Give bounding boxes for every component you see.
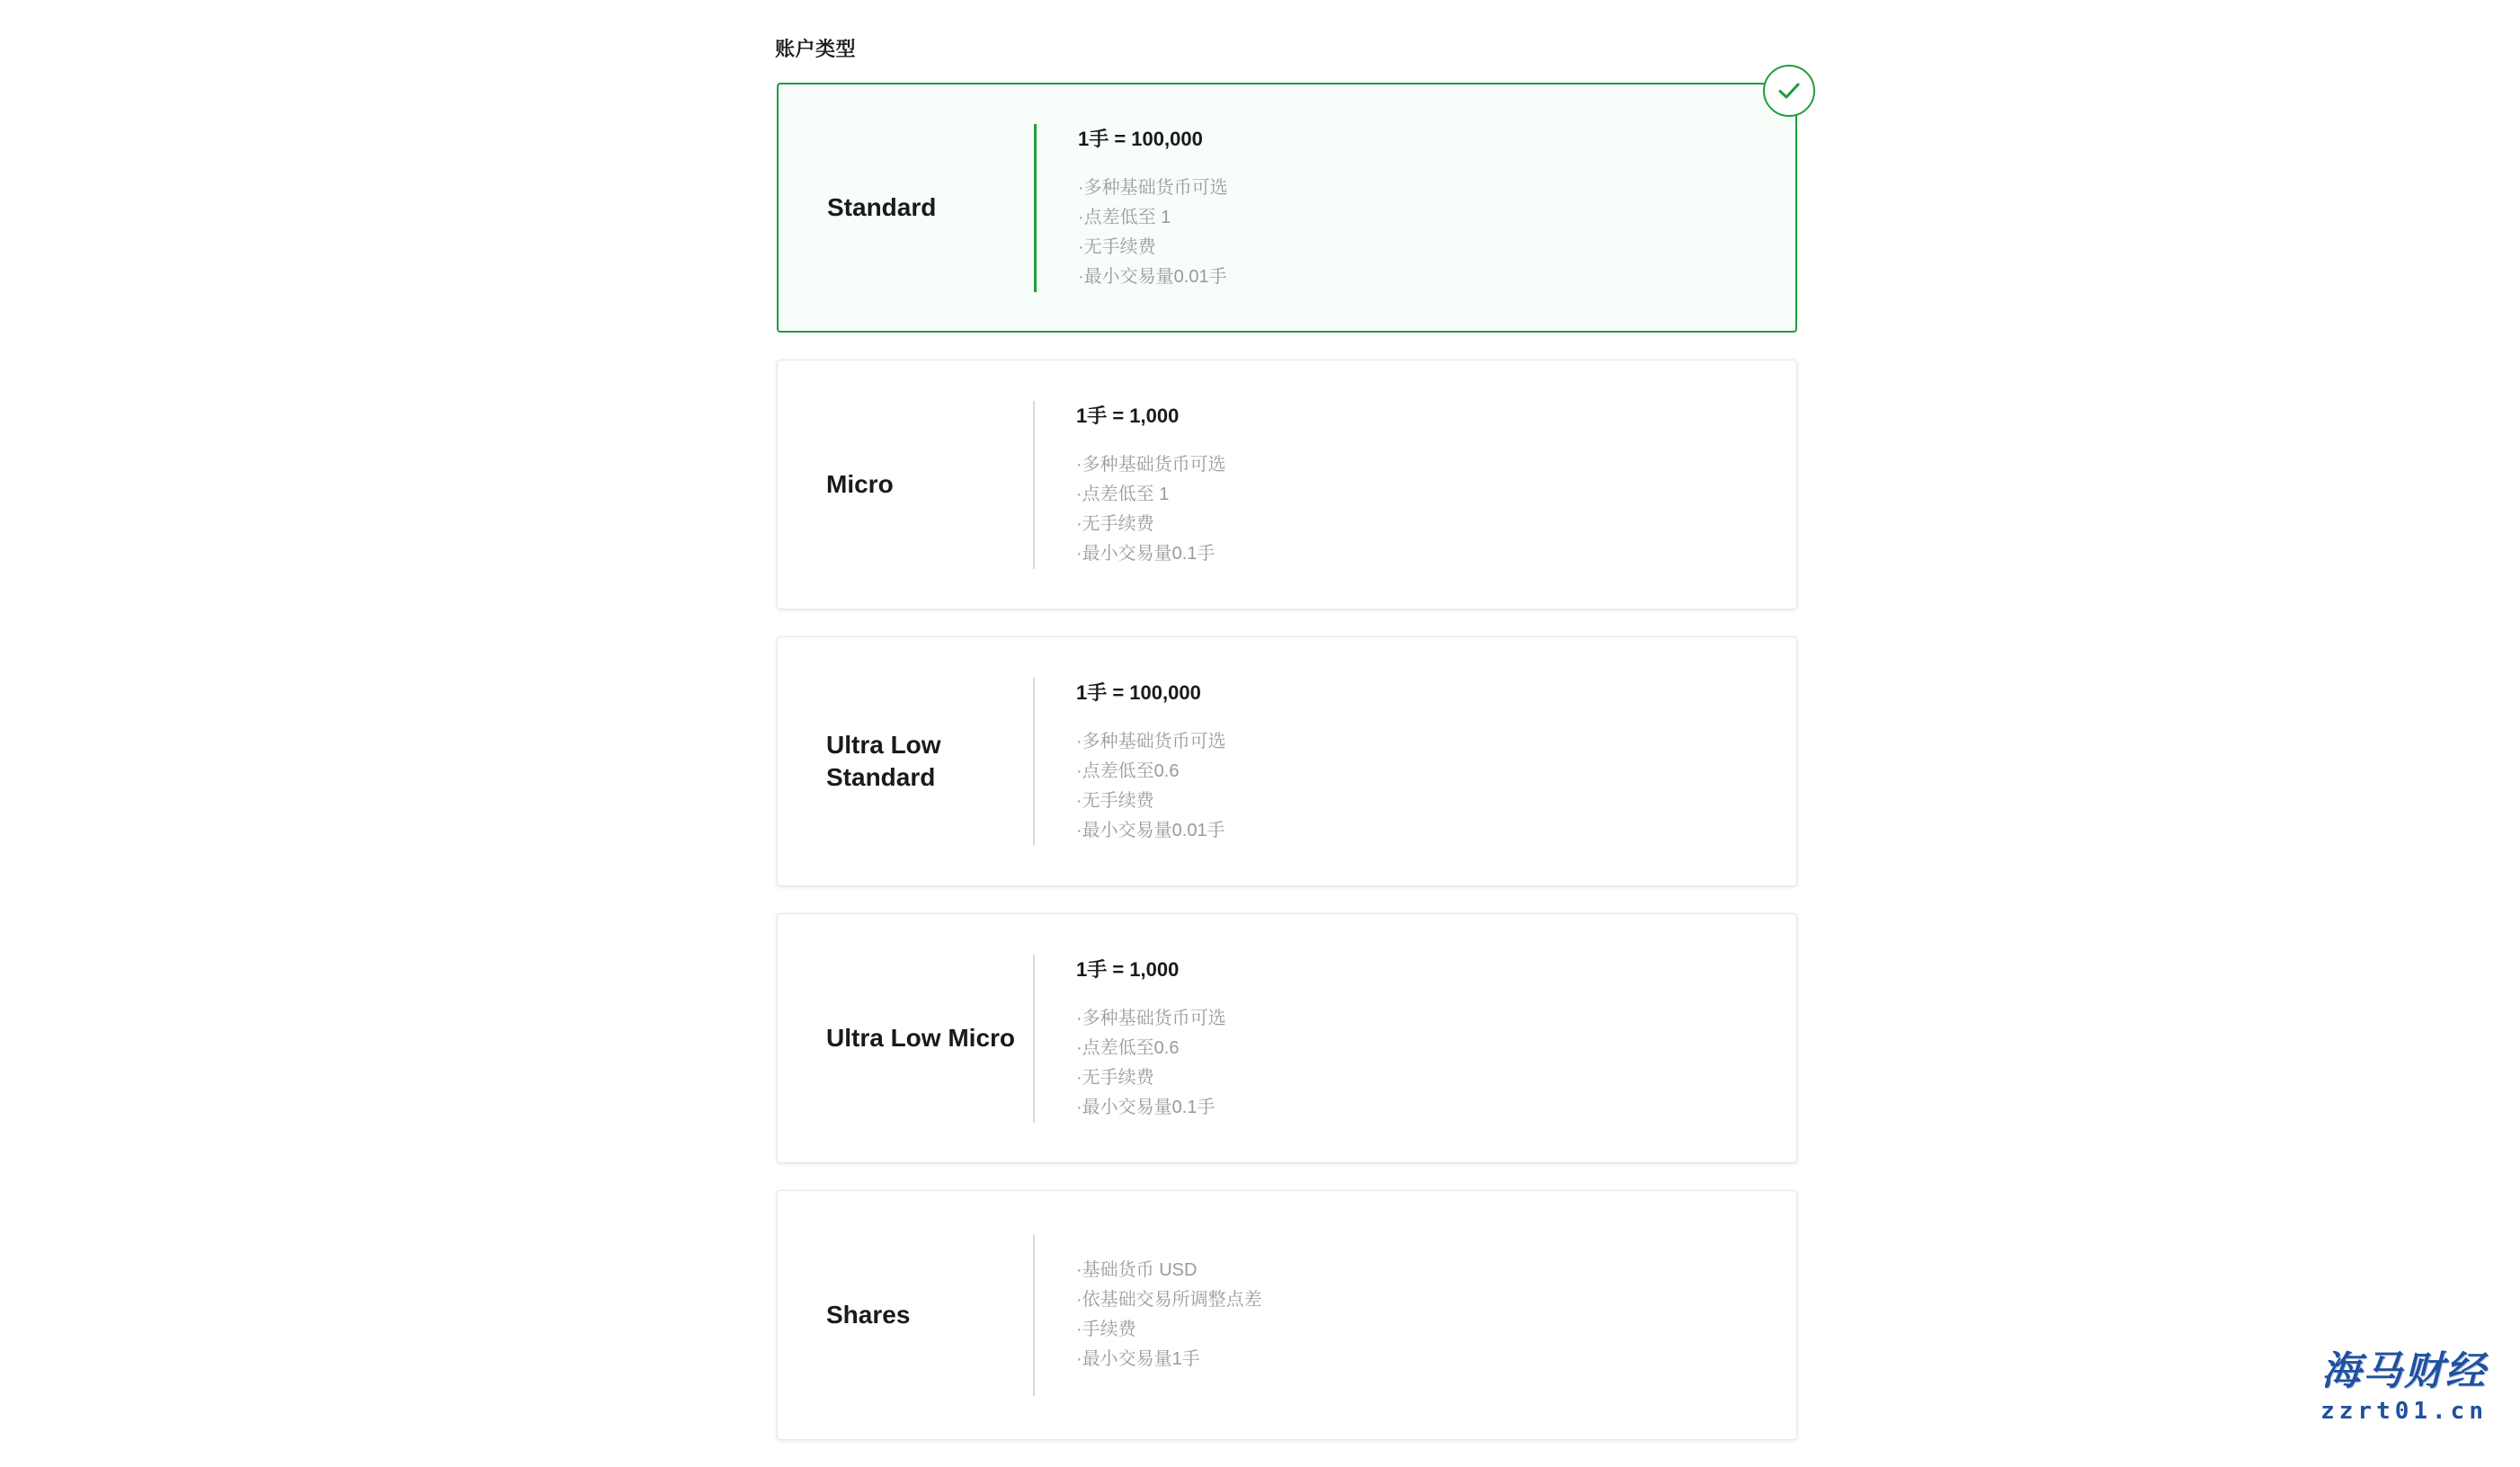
account-feature: ·最小交易量1手 [1076, 1349, 1200, 1369]
account-card-name: Ultra Low Standard [826, 731, 941, 791]
account-feature: ·点差低至 1 [1078, 207, 1171, 227]
account-card-name: Micro [826, 470, 894, 499]
account-card-details [1034, 124, 1228, 292]
account-feature: ·基础货币 USD [1076, 1260, 1198, 1280]
account-card-name: Ultra Low Micro [826, 1024, 1016, 1053]
account-feature: ·无手续费 [1078, 236, 1156, 257]
account-feature: ·点差低至0.6 [1076, 760, 1180, 781]
account-feature: ·多种基础货币可选 [1076, 1008, 1226, 1028]
account-card-details [1033, 401, 1226, 569]
account-card-shares[interactable] [777, 1190, 1797, 1440]
account-feature: ·最小交易量0.1手 [1076, 543, 1215, 564]
account-card-name: Shares [826, 1301, 911, 1329]
watermark [2320, 1338, 2488, 1425]
account-card-ultra-low-micro[interactable] [777, 913, 1797, 1163]
account-lot-size: 1手 = 100,000 [1078, 127, 1203, 150]
account-feature: ·多种基础货币可选 [1076, 731, 1226, 751]
account-feature: ·无手续费 [1076, 790, 1154, 811]
account-feature: ·无手续费 [1076, 513, 1154, 534]
account-feature: ·点差低至0.6 [1076, 1037, 1180, 1058]
selected-check-icon [1763, 65, 1815, 117]
account-card-details [1033, 1234, 1262, 1396]
account-card-details [1033, 678, 1226, 846]
watermark-url: zzrt01.cn [2320, 1398, 2488, 1425]
account-lot-size: 1手 = 1,000 [1076, 957, 1180, 981]
account-feature: ·手续费 [1076, 1320, 1136, 1339]
account-feature: ·最小交易量0.01手 [1078, 266, 1227, 287]
account-feature: ·无手续费 [1076, 1067, 1154, 1088]
account-feature: ·多种基础货币可选 [1076, 454, 1226, 475]
account-feature: ·点差低至 1 [1076, 484, 1170, 504]
account-card-micro[interactable] [777, 360, 1797, 609]
page-title: 账户类型 [775, 38, 857, 60]
account-feature: ·最小交易量0.01手 [1076, 820, 1225, 840]
account-feature: ·最小交易量0.1手 [1076, 1097, 1215, 1117]
account-feature: ·依基础交易所调整点差 [1076, 1290, 1262, 1310]
account-card-details [1033, 955, 1226, 1123]
account-lot-size: 1手 = 1,000 [1076, 404, 1180, 427]
account-card-name: Standard [827, 193, 937, 222]
watermark-text: 海马财经 [2321, 1348, 2488, 1394]
account-card-ultra-low-standard[interactable] [777, 636, 1797, 886]
account-card-standard[interactable] [777, 83, 1797, 333]
account-type-list [777, 83, 1797, 1467]
account-lot-size: 1手 = 100,000 [1076, 680, 1201, 704]
account-feature: ·多种基础货币可选 [1078, 177, 1228, 198]
